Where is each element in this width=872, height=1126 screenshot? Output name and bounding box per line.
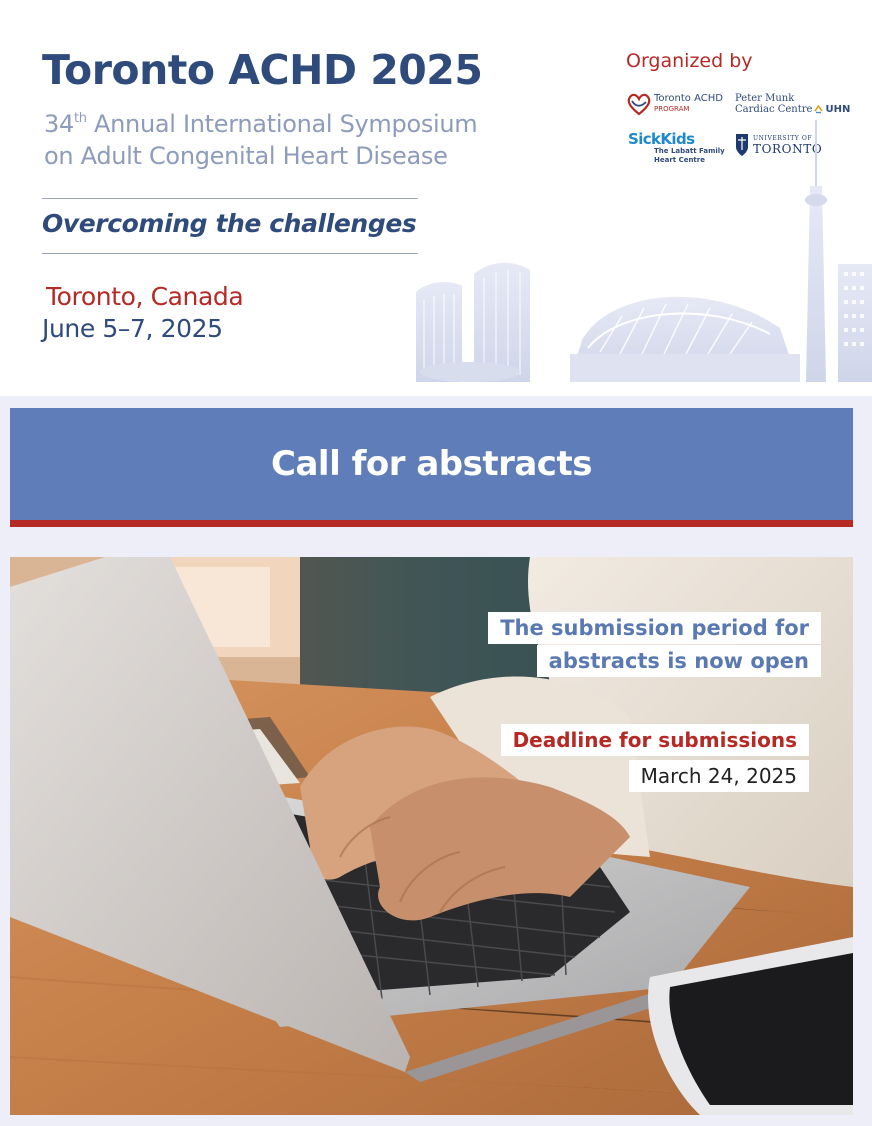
subtitle-ordinal-suffix: th — [73, 111, 87, 126]
divider-bottom — [42, 253, 418, 254]
subtitle-line-2: on Adult Congenital Heart Disease — [44, 142, 448, 170]
uoft-line-1: UNIVERSITY OF — [753, 134, 813, 142]
event-title: Toronto ACHD 2025 — [42, 46, 483, 94]
toronto-achd-logo — [626, 92, 723, 116]
labatt-line-1: The Labatt Family — [654, 147, 725, 155]
deadline-date: March 24, 2025 — [629, 760, 809, 792]
peter-munk-logo-line-1: Peter Munk — [735, 93, 795, 104]
subtitle-ordinal: 34 — [44, 110, 74, 138]
peter-munk-logo — [735, 93, 850, 115]
heart-icon — [626, 92, 652, 116]
uoft-line-2: TORONTO — [753, 141, 823, 156]
toronto-skyline-illustration — [410, 120, 872, 396]
toronto-achd-logo-text: Toronto ACHD — [654, 93, 723, 104]
peter-munk-logo-line-2: Cardiac Centre — [735, 104, 813, 115]
sickkids-logo-text: SickKids — [628, 130, 695, 148]
uhn-logo-text: UHN — [825, 104, 851, 115]
divider-top — [42, 198, 418, 199]
labatt-line-2: Heart Centre — [654, 156, 705, 164]
header-section — [0, 0, 872, 396]
banner-title: Call for abstracts — [271, 444, 592, 484]
banner-red-stripe — [10, 520, 853, 527]
tagline: Overcoming the challenges — [42, 209, 417, 238]
submission-open-line-1: The submission period for — [488, 612, 821, 644]
submission-open-line-2: abstracts is now open — [537, 645, 821, 677]
event-dates: June 5–7, 2025 — [42, 314, 223, 343]
event-city: Toronto, Canada — [46, 282, 244, 311]
deadline-label: Deadline for submissions — [501, 724, 809, 756]
call-for-abstracts-banner — [10, 408, 853, 520]
subtitle-line-1-text: Annual International Symposium — [86, 110, 478, 138]
toronto-achd-logo-program: PROGRAM — [654, 105, 690, 113]
organized-by-label: Organized by — [626, 50, 753, 72]
uhn-mark-icon — [814, 105, 823, 114]
